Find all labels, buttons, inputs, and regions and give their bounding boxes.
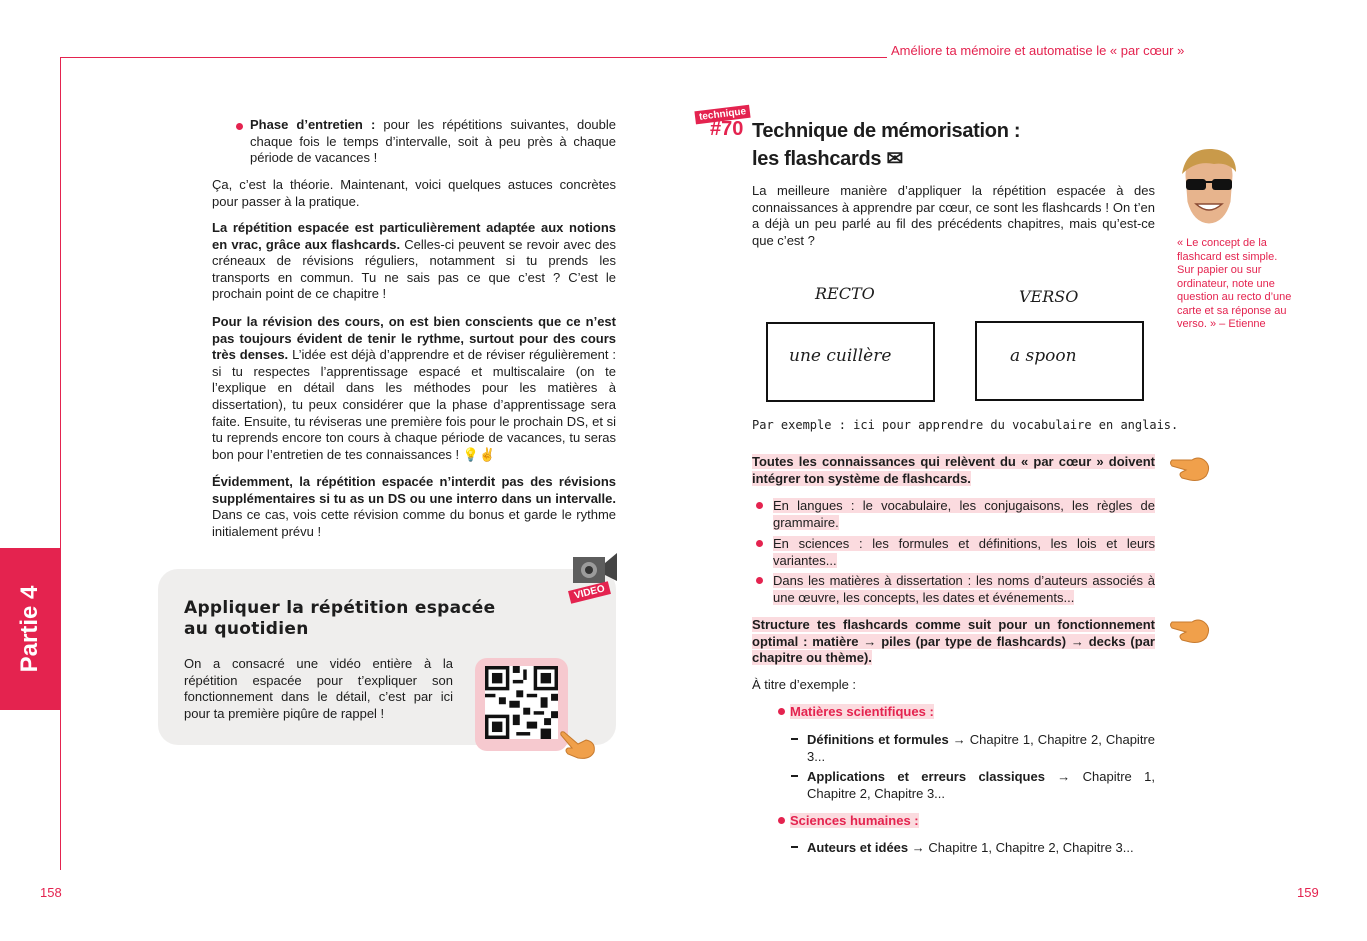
title-line2: les flashcards ✉ (752, 148, 903, 170)
sci-item-1 (807, 732, 1155, 765)
pointing-hand-icon (558, 728, 600, 760)
highlight-1-text: Toutes les connaissances qui relèvent du « par cœur » doivent intégrer ton système de flashcards. (752, 454, 1155, 486)
hum-label-text: Sciences humaines : (790, 813, 919, 828)
paragraph-revision (212, 314, 616, 463)
sci-item-2-bold: Applications et erreurs classiques (807, 769, 1045, 784)
hum-item-1-rest: → Chapitre 1, Chapitre 2, Chapitre 3... (908, 840, 1134, 855)
caption: Par exemple : ici pour apprendre du vocabulaire en anglais. (752, 418, 1179, 432)
side-quote: « Le concept de la flashcard est simple. Sur papier ou sur ordinateur, note une question au recto d’une carte et sa réponse au verso. » – Etienne (1177, 237, 1292, 330)
bullet-dissertation (773, 573, 1155, 606)
sci-item-2 (807, 769, 1155, 802)
bullet-dissertation-text: Dans les matières à dissertation : les noms d’auteurs associés à une œuvre, les concepts, les dates et événements... (773, 573, 1155, 605)
paragraph-evidemment (212, 474, 616, 540)
technique-number: #70 (710, 118, 744, 140)
example-intro: À titre d’exemple : (752, 677, 857, 692)
video-title: Appliquer la répétition espacée au quotidien (184, 598, 496, 639)
frame-top-rule (60, 57, 887, 58)
bullet-dot (756, 502, 763, 509)
phase-entretien (250, 117, 616, 167)
p2-bold: La répétition espacée est particulièrement adaptée aux notions en vrac, grâce aux flashcards. (212, 220, 616, 252)
sci-item-1-bold: Définitions et formules (807, 732, 949, 747)
bullet-langues-text: En langues : le vocabulaire, les conjugaisons, les règles de grammaire. (773, 498, 1155, 530)
p2-rest: Celles-ci peuvent se revoir avec des créneaux de révisions réguliers, notamment si tu prends les transports en commun. Tu ne sais pas ce que c’est ? C’est le prochain point de ce chapitre ! (212, 236, 616, 302)
bullet-dot (756, 540, 763, 547)
bullet-langues (773, 498, 1155, 531)
paragraph-flashcards (212, 220, 616, 303)
recto-text: une cuillère (789, 346, 892, 366)
sci-item-2-rest: → Chapitre 1, Chapitre 2, Chapitre 3... (807, 769, 1155, 801)
hum-label (790, 813, 919, 830)
dash (791, 738, 798, 740)
hum-item-1 (807, 840, 1155, 857)
highlight-2-text: Structure tes flashcards comme suit pour un fonctionnement optimal : matière → piles (par type de flashcards) → decks (par chapitre ou thème). (752, 617, 1155, 666)
sci-label (790, 704, 934, 721)
technique-title (752, 117, 1020, 173)
phase-text: pour les répétitions suivantes, double chaque fois le temps d’intervalle, soit à peu près à chaque période de vacances ! (250, 117, 616, 166)
avatar-icon (1176, 146, 1242, 230)
p3-rest: L’idée est déjà d’apprendre et de réviser régulièrement : si tu respectes l’apprentissage espacé et multiscalaire (on te l’explique en détail dans les méthodes pour les matières à dissertation), tu peux considérer que la phase d’apprentissage sera faite. Ensuite, tu réviseras une première fois pour le prochain DS, et si tu reprends encore ton cours à chaque période de vacances, tu seras bon pour l’entretien de tes connaissances ! 💡✌ (212, 347, 616, 462)
dash (791, 775, 798, 777)
bullet-dot (236, 123, 243, 130)
p3-bold: Pour la révision des cours, on est bien conscients que ce n’est pas toujours évident de tenir le rythme, surtout pour des cours très denses. (212, 314, 616, 363)
qr-code-icon[interactable] (485, 666, 558, 739)
phase-label: Phase d’entretien : (250, 117, 376, 132)
p4-rest: Dans ce cas, vois cette révision comme du bonus et garde le rythme initialement prévu ! (212, 507, 616, 539)
video-text: On a consacré une vidéo entière à la répétition espacée pour t’expliquer son fonctionnement dans le détail, c’est par ici pour ta première piqûre de rappel ! (184, 656, 453, 721)
page-number-left: 158 (40, 885, 62, 900)
frame-left-rule (60, 57, 61, 870)
running-header: Améliore ta mémoire et automatise le « par cœur » (891, 43, 1185, 58)
bullet-dot (778, 817, 785, 824)
paragraph-theory: Ça, c’est la théorie. Maintenant, voici quelques astuces concrètes pour passer à la pratique. (212, 177, 616, 209)
pointing-hand-icon (1170, 452, 1212, 484)
technique-badge: technique (694, 105, 750, 125)
hum-item-1-bold: Auteurs et idées (807, 840, 909, 855)
highlight-2 (752, 617, 1155, 667)
title-line1: Technique de mémorisation : (752, 120, 1021, 142)
verso-label: VERSO (1019, 287, 1079, 306)
dash (791, 846, 798, 848)
pointing-hand-icon (1170, 614, 1212, 646)
bullet-dot (778, 708, 785, 715)
sci-item-1-rest: → Chapitre 1, Chapitre 2, Chapitre 3... (807, 732, 1155, 764)
part-tab (0, 548, 60, 710)
recto-label: RECTO (815, 284, 875, 303)
bullet-sciences (773, 536, 1155, 569)
page-number-right: 159 (1297, 885, 1319, 900)
verso-text: a spoon (1010, 346, 1077, 366)
intro-paragraph: La meilleure manière d’appliquer la répétition espacée à des connaissances à apprendre par cœur, ce sont les flashcards ! On t’en a déjà un peu parlé au fil des précédents chapitres, mais qu’est-ce que c’est ? (752, 183, 1155, 248)
video-badge: VIDEO (568, 581, 611, 604)
bullet-sciences-text: En sciences : les formules et définitions, les lois et leurs variantes... (773, 536, 1155, 568)
highlight-1 (752, 454, 1155, 487)
sci-label-text: Matières scientifiques : (790, 704, 934, 719)
bullet-dot (756, 577, 763, 584)
part-tab-label: Partie 4 (16, 585, 43, 673)
p4-bold: Évidemment, la répétition espacée n’interdit pas des révisions supplémentaires si tu as un DS ou une interro dans un intervalle. (212, 474, 616, 506)
